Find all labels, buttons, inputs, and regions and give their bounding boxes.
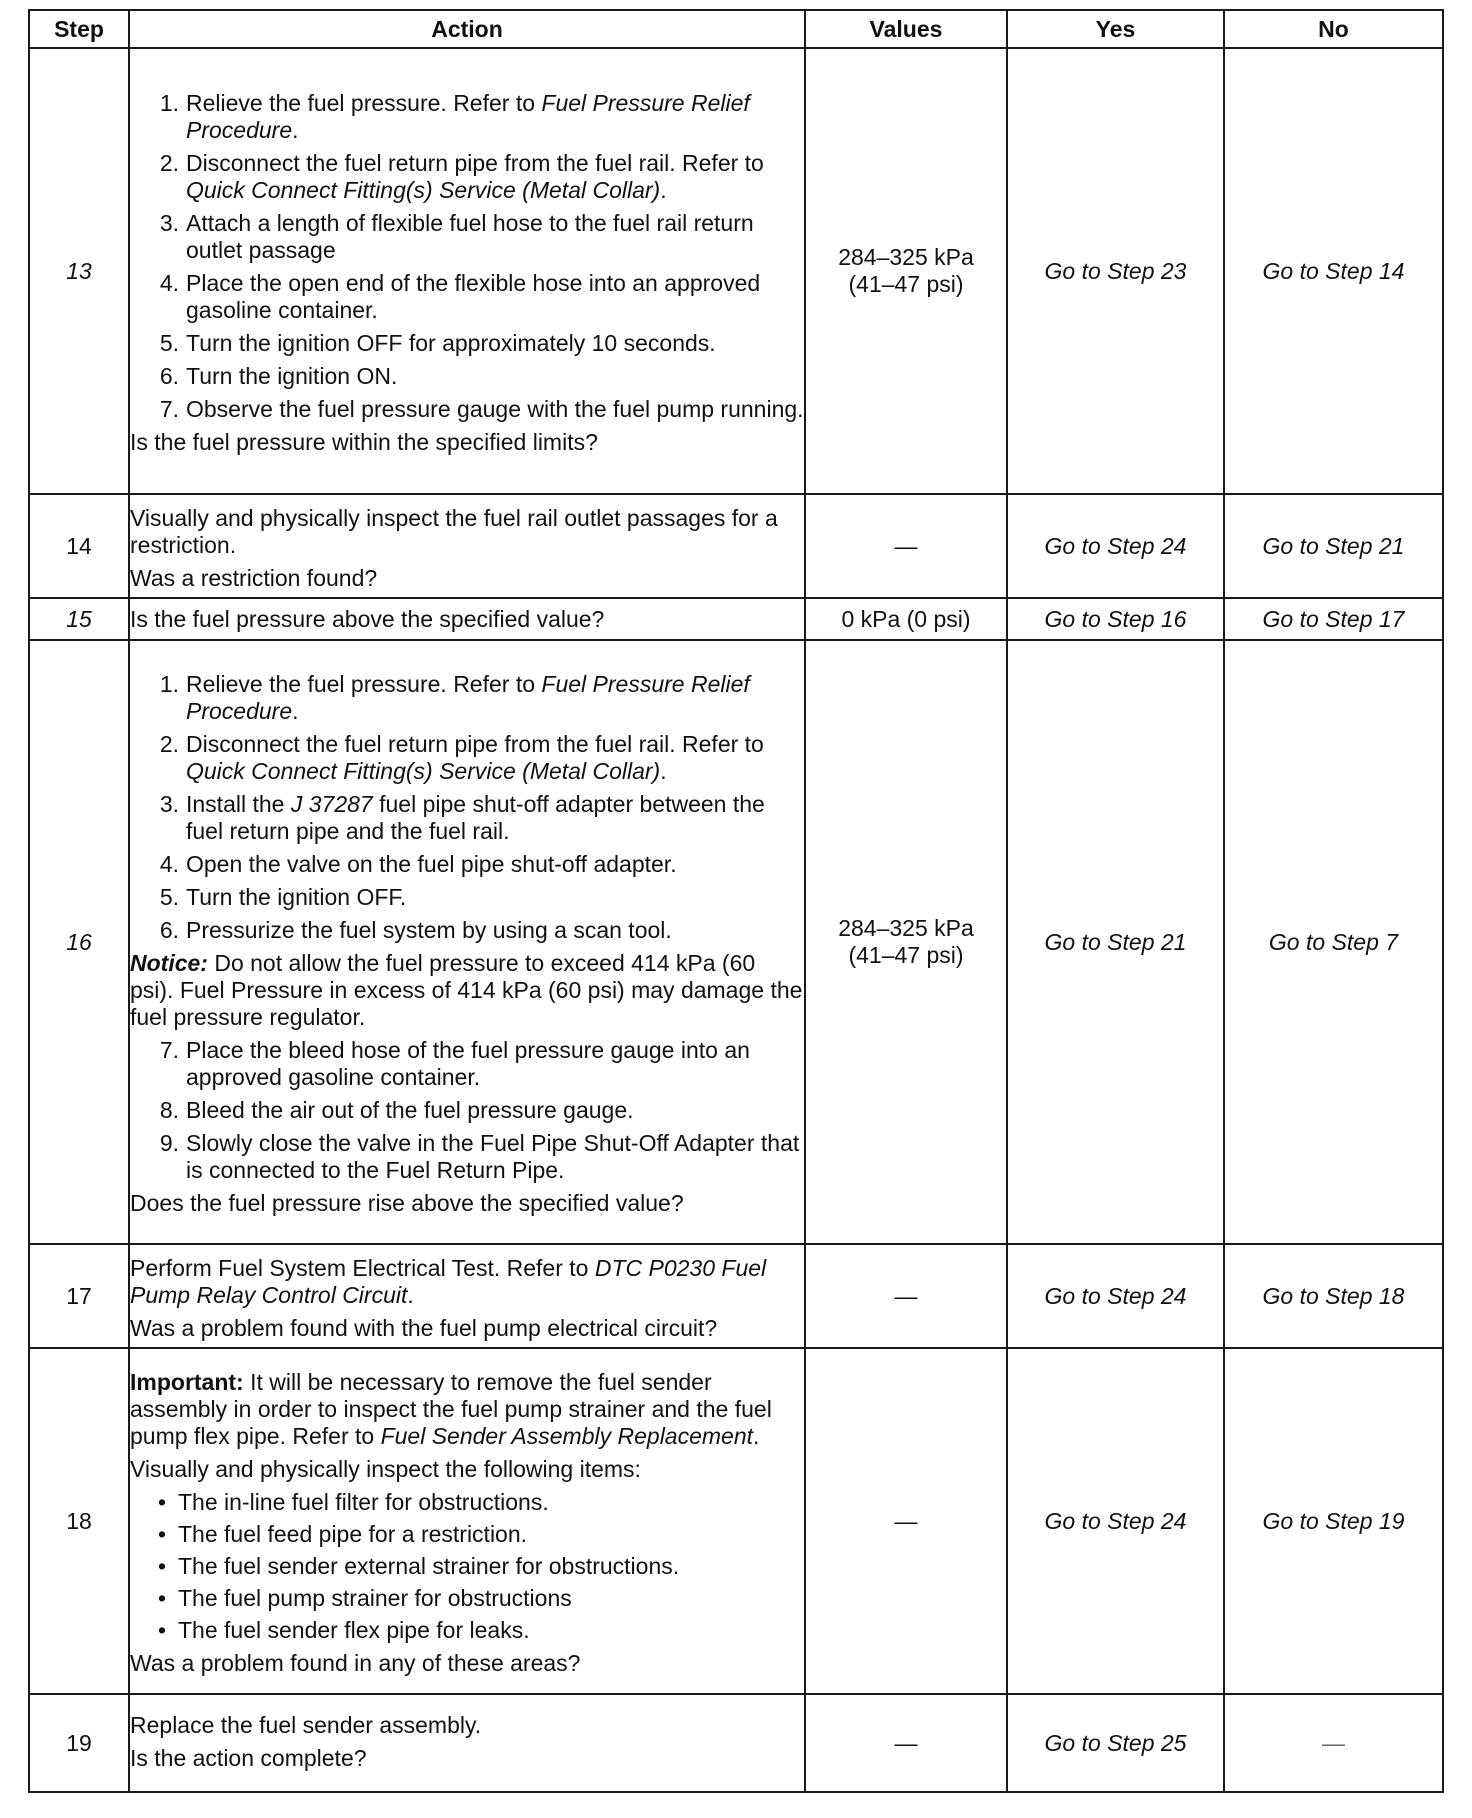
list-number: 3. — [159, 209, 179, 236]
list-text: The fuel sender external strainer for obstructions. — [178, 1553, 680, 1579]
list-item — [130, 1521, 804, 1548]
list-item — [130, 1617, 804, 1644]
value-kpa: 284–325 kPa — [838, 915, 974, 941]
question: Is the action complete? — [130, 1745, 367, 1771]
step-number: 17 — [29, 1244, 129, 1348]
table-row-step-13 — [29, 48, 1443, 494]
header-step: Step — [29, 10, 129, 48]
no-link[interactable]: Go to Step 7 — [1224, 640, 1443, 1244]
action-cell — [129, 494, 805, 598]
list-item — [130, 396, 804, 423]
list-item — [130, 671, 804, 725]
step-number: 13 — [29, 48, 129, 494]
table-row-step-16 — [29, 640, 1443, 1244]
values-cell: — — [805, 494, 1007, 598]
header-no: No — [1224, 10, 1443, 48]
question: Was a problem found with the fuel pump electrical circuit? — [130, 1314, 718, 1341]
list-number: 1. — [159, 89, 179, 116]
list-text: Slowly close the valve in the Fuel Pipe Shut-Off Adapter that is connected to the Fuel Return Pipe. — [186, 1129, 800, 1183]
values-cell: — — [805, 1348, 1007, 1694]
step-number: 14 — [29, 494, 129, 598]
yes-link[interactable]: Go to Step 16 — [1007, 598, 1224, 640]
numbered-list — [130, 90, 804, 423]
list-item — [130, 1553, 804, 1580]
list-text: The fuel pump strainer for obstructions — [178, 1585, 572, 1611]
bullet: • — [157, 1521, 166, 1547]
action-cell — [129, 640, 805, 1244]
list-item — [130, 1037, 804, 1091]
list-number: 7. — [159, 395, 179, 422]
bullet: • — [157, 1553, 166, 1579]
list-number: 4. — [159, 269, 179, 296]
values-cell: 0 kPa (0 psi) — [805, 598, 1007, 640]
question: Was a restriction found? — [130, 564, 378, 591]
values-cell — [805, 48, 1007, 494]
list-number: 2. — [159, 149, 179, 176]
value-psi: (41–47 psi) — [848, 942, 964, 968]
list-number: 4. — [159, 850, 179, 877]
important-note: Important: It will be necessary to remove the fuel sender assembly in order to inspect the fuel pump strainer and the fuel pump flex pipe. Refer to Fuel Sender Assembly Replacement. — [130, 1369, 772, 1449]
action-cell — [129, 1244, 805, 1348]
important-label: Important: — [130, 1369, 244, 1395]
list-text: Install the J 37287 fuel pipe shut-off adapter between the fuel return pipe and the fuel rail. — [186, 790, 765, 844]
list-item — [130, 270, 804, 324]
value-psi: (41–47 psi) — [848, 271, 964, 297]
tool-reference: J 37287 — [290, 790, 373, 817]
step-number: 19 — [29, 1694, 129, 1792]
yes-link[interactable]: Go to Step 24 — [1007, 1348, 1224, 1694]
yes-link[interactable]: Go to Step 24 — [1007, 494, 1224, 598]
values-cell: — — [805, 1694, 1007, 1792]
no-link: — — [1224, 1694, 1443, 1792]
question: Was a problem found in any of these areas? — [130, 1650, 581, 1676]
list-item — [130, 884, 804, 911]
action-cell — [129, 1694, 805, 1792]
list-number: 2. — [159, 730, 179, 757]
header-values: Values — [805, 10, 1007, 48]
list-item — [130, 1097, 804, 1124]
list-number: 6. — [159, 916, 179, 943]
table-row-step-15 — [29, 598, 1443, 640]
list-number: 5. — [159, 883, 179, 910]
bullet: • — [157, 1617, 166, 1643]
list-number: 3. — [159, 790, 179, 817]
step-number: 15 — [29, 598, 129, 640]
values-cell — [805, 640, 1007, 1244]
table-row-step-17 — [29, 1244, 1443, 1348]
no-link[interactable]: Go to Step 17 — [1224, 598, 1443, 640]
notice — [130, 950, 804, 1031]
header-action: Action — [129, 10, 805, 48]
list-text: Turn the ignition ON. — [186, 362, 398, 389]
list-number: 6. — [159, 362, 179, 389]
diagnostic-table-page — [28, 9, 1442, 1793]
action-text: Perform Fuel System Electrical Test. Refer to DTC P0230 Fuel Pump Relay Control Circuit. — [130, 1254, 767, 1308]
yes-link[interactable]: Go to Step 23 — [1007, 48, 1224, 494]
yes-link[interactable]: Go to Step 24 — [1007, 1244, 1224, 1348]
list-text: Place the open end of the flexible hose into an approved gasoline container. — [186, 269, 761, 323]
table-row-step-18 — [29, 1348, 1443, 1694]
list-item — [130, 1130, 804, 1184]
numbered-list — [130, 1037, 804, 1184]
step-number: 16 — [29, 640, 129, 1244]
question: Is the fuel pressure within the specified limits? — [130, 428, 598, 455]
reference-link: Fuel Pressure Relief Procedure — [186, 670, 750, 724]
inspection-intro: Visually and physically inspect the following items: — [130, 1456, 641, 1482]
bullet: • — [157, 1489, 166, 1515]
list-item — [130, 150, 804, 204]
list-number: 8. — [159, 1096, 179, 1123]
list-item — [130, 791, 804, 845]
yes-link[interactable]: Go to Step 25 — [1007, 1694, 1224, 1792]
table-row-step-19 — [29, 1694, 1443, 1792]
action-cell — [129, 1348, 805, 1694]
list-item — [130, 210, 804, 264]
list-item — [130, 1585, 804, 1612]
table-row-step-14 — [29, 494, 1443, 598]
list-text: Observe the fuel pressure gauge with the fuel pump running. — [186, 395, 804, 422]
no-link[interactable]: Go to Step 18 — [1224, 1244, 1443, 1348]
bullet: • — [157, 1585, 166, 1611]
list-text: Attach a length of flexible fuel hose to the fuel rail return outlet passage — [186, 209, 754, 263]
values-cell: — — [805, 1244, 1007, 1348]
list-item — [130, 90, 804, 144]
step-number: 18 — [29, 1348, 129, 1694]
list-text: Open the valve on the fuel pipe shut-off adapter. — [186, 850, 677, 877]
reference-link: Fuel Sender Assembly Replacement — [380, 1423, 754, 1449]
value-kpa: 284–325 kPa — [838, 244, 974, 270]
list-text: Relieve the fuel pressure. Refer to Fuel Pressure Relief Procedure. — [186, 670, 750, 724]
list-text: Bleed the air out of the fuel pressure gauge. — [186, 1096, 634, 1123]
no-link[interactable]: Go to Step 14 — [1224, 48, 1443, 494]
list-text: Turn the ignition OFF. — [186, 883, 407, 910]
header-yes: Yes — [1007, 10, 1224, 48]
list-text: Relieve the fuel pressure. Refer to Fuel Pressure Relief Procedure. — [186, 89, 750, 143]
list-text: The in-line fuel filter for obstructions. — [178, 1489, 549, 1515]
list-text: Place the bleed hose of the fuel pressure gauge into an approved gasoline container. — [186, 1036, 750, 1090]
no-link[interactable]: Go to Step 21 — [1224, 494, 1443, 598]
numbered-list — [130, 671, 804, 944]
list-item — [130, 1489, 804, 1516]
reference-link: Fuel Pressure Relief Procedure — [186, 89, 750, 143]
no-link[interactable]: Go to Step 19 — [1224, 1348, 1443, 1694]
diagnostic-table — [28, 9, 1444, 1793]
notice-text: Do not allow the fuel pressure to exceed 414 kPa (60 psi). Fuel Pressure in excess of 414 kPa (60 psi) may damage the fuel pressure regulator. — [130, 949, 803, 1030]
list-item — [130, 917, 804, 944]
list-text: The fuel feed pipe for a restriction. — [178, 1521, 528, 1547]
list-item — [130, 363, 804, 390]
question: Is the fuel pressure above the specified value? — [129, 598, 805, 640]
list-text: The fuel sender flex pipe for leaks. — [178, 1617, 530, 1643]
action-text: Replace the fuel sender assembly. — [130, 1712, 482, 1738]
list-number: 5. — [159, 329, 179, 356]
list-text: Pressurize the fuel system by using a scan tool. — [186, 916, 672, 943]
list-text: Disconnect the fuel return pipe from the fuel rail. Refer to Quick Connect Fitting(s) Service (Metal Collar). — [186, 149, 764, 203]
list-item — [130, 330, 804, 357]
question: Does the fuel pressure rise above the specified value? — [130, 1189, 684, 1216]
action-text: Visually and physically inspect the fuel rail outlet passages for a restriction. — [130, 504, 778, 558]
header-row — [29, 10, 1443, 48]
list-number: 9. — [159, 1129, 179, 1156]
list-text: Disconnect the fuel return pipe from the fuel rail. Refer to Quick Connect Fitting(s) Service (Metal Collar). — [186, 730, 764, 784]
list-item — [130, 851, 804, 878]
reference-link: DTC P0230 Fuel Pump Relay Control Circuit — [130, 1254, 767, 1308]
list-item — [130, 731, 804, 785]
notice-label: Notice: — [130, 949, 208, 976]
action-cell — [129, 48, 805, 494]
list-number: 1. — [159, 670, 179, 697]
reference-link: Quick Connect Fitting(s) Service (Metal Collar) — [186, 757, 661, 784]
reference-link: Quick Connect Fitting(s) Service (Metal Collar) — [186, 176, 661, 203]
yes-link[interactable]: Go to Step 21 — [1007, 640, 1224, 1244]
list-text: Turn the ignition OFF for approximately 10 seconds. — [186, 329, 716, 356]
list-number: 7. — [159, 1036, 179, 1063]
